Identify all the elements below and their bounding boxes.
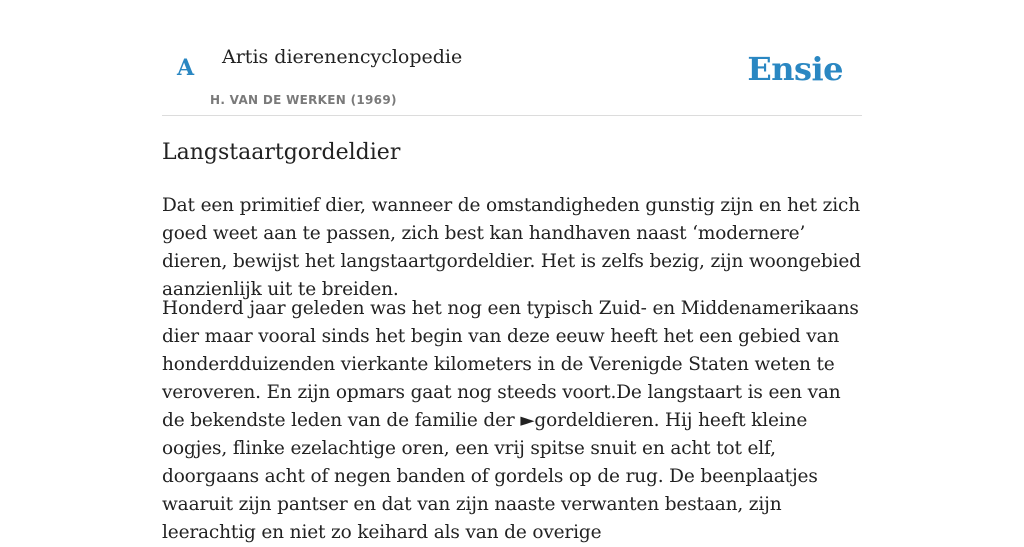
- article-paragraph-2: Honderd jaar geleden was het nog een typisch Zuid- en Middenamerikaans dier maar vooral sinds het begin van deze eeuw heeft het een gebied van honderdduizenden vierkante kilometers in de Verenigde Staten weten te veroveren. En zijn opmars gaat nog steeds voort.De langstaart is een van de bekendste leden van de familie der ►gordeldieren. Hij heeft kleine oogjes, flinke ezelachtige oren, een vrij spitse snuit en acht tot elf, doorgaans acht of negen banden of gordels op de rug. De beenplaatjes waaruit zijn pantser en dat van zijn naaste verwanten bestaan, zijn leerachtig en niet zo keihard als van de overige: [162, 298, 859, 543]
- author-byline: H. VAN DE WERKEN (1969): [210, 93, 397, 107]
- article-paragraph-1: Dat een primitief dier, wanneer de omstandigheden gunstig zijn en het zich goed weet aan te passen, zich best kan handhaven naast ‘modernere’ dieren, bewijst het langstaartgordeldier. Het is zelfs bezig, zijn woongebied aanzienlijk uit te breiden.: [162, 195, 861, 300]
- index-letter-link[interactable]: A: [177, 55, 195, 81]
- page: [162, 0, 862, 543]
- article-title: Langstaartgordeldier: [162, 140, 401, 165]
- book-title-link[interactable]: Artis dierenencyclopedie: [222, 46, 463, 68]
- header: [162, 0, 862, 116]
- ensie-logo[interactable]: Ensie: [747, 50, 843, 88]
